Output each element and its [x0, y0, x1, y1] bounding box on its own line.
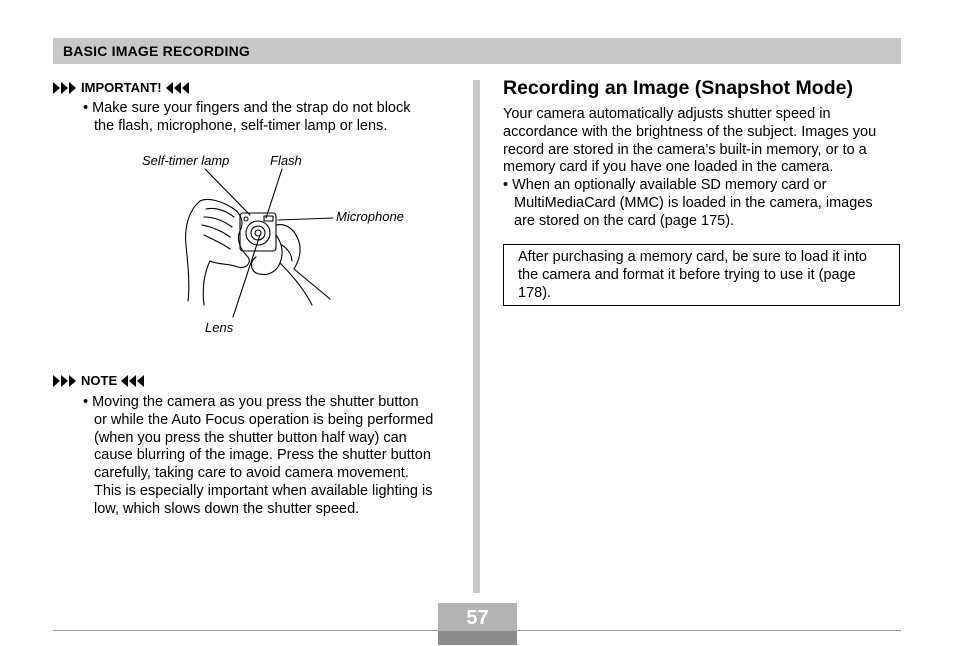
- figure-label-flash: Flash: [270, 153, 302, 168]
- paragraph-line: Your camera automatically adjusts shutter speed in: [503, 106, 831, 122]
- camera-flash: [264, 216, 273, 221]
- paragraph-line: record are stored in the camera’s built-in memory, or to a: [503, 141, 867, 158]
- page-number-tab: [438, 603, 517, 645]
- note-bullet: [83, 394, 433, 519]
- section-header-title: BASIC IMAGE RECORDING: [63, 43, 250, 59]
- camera-lens-inner: [251, 226, 265, 240]
- left-arrows-icon: [166, 82, 189, 94]
- note-bullet-line: (when you press the shutter button half way) can: [94, 429, 407, 446]
- section-paragraph: [503, 106, 876, 177]
- column-divider: [473, 80, 480, 593]
- camera-hands-illustration: [160, 165, 350, 325]
- note-marker: [53, 373, 144, 388]
- paragraph-line: accordance with the brightness of the subject. Images you: [503, 123, 877, 140]
- note-box-line: After purchasing a memory card, be sure to load it into: [518, 249, 867, 265]
- note-label: NOTE: [81, 373, 118, 388]
- memory-card-note-box: [503, 244, 900, 306]
- note-bullet-line: carefully, taking care to avoid camera movement.: [94, 465, 409, 482]
- camera-self-timer-lamp: [244, 217, 248, 221]
- note-bullet-line: This is especially important when available lighting is: [94, 482, 433, 499]
- microphone-leader-line: [278, 218, 333, 220]
- section-bullet-line: • When an optionally available SD memory card or: [503, 177, 827, 193]
- section-bullet-line: MultiMediaCard (MMC) is loaded in the camera, images: [514, 194, 873, 211]
- important-label: IMPORTANT!: [81, 80, 162, 95]
- figure-label-microphone: Microphone: [336, 209, 404, 224]
- page-number: 57: [466, 607, 489, 629]
- section-bullet-line: are stored on the card (page 175).: [514, 212, 735, 229]
- important-marker: [53, 80, 189, 95]
- flash-leader-line: [266, 169, 282, 218]
- section-bullet: [503, 177, 873, 230]
- important-bullet-line: • Make sure your fingers and the strap do not block: [83, 100, 411, 116]
- page-number-strip: [438, 631, 517, 645]
- important-bullet-line: the flash, microphone, self-timer lamp or lens.: [94, 117, 388, 134]
- note-bullet-line: or while the Auto Focus operation is being performed: [94, 411, 434, 428]
- note-box-line: 178).: [518, 284, 552, 301]
- important-bullet: [83, 100, 410, 136]
- section-header-bar: [53, 38, 901, 64]
- note-box-text: [518, 249, 867, 302]
- figure-label-lens: Lens: [205, 320, 234, 335]
- note-box-line: the camera and format it before trying to use it (page: [518, 266, 856, 283]
- section-title: Recording an Image (Snapshot Mode): [503, 77, 853, 99]
- paragraph-line: memory card if you have one loaded in the camera.: [503, 159, 834, 176]
- note-bullet-line: cause blurring of the image. Press the shutter button: [94, 447, 431, 464]
- figure-label-self-timer: Self-timer lamp: [142, 153, 230, 168]
- right-arrows-icon: [53, 375, 76, 387]
- left-arrows-icon: [121, 375, 144, 387]
- right-arrows-icon: [53, 82, 76, 94]
- note-bullet-line: low, which slows down the shutter speed.: [94, 500, 360, 517]
- lens-leader-line: [233, 235, 260, 317]
- note-bullet-line: • Moving the camera as you press the shutter button: [83, 394, 419, 410]
